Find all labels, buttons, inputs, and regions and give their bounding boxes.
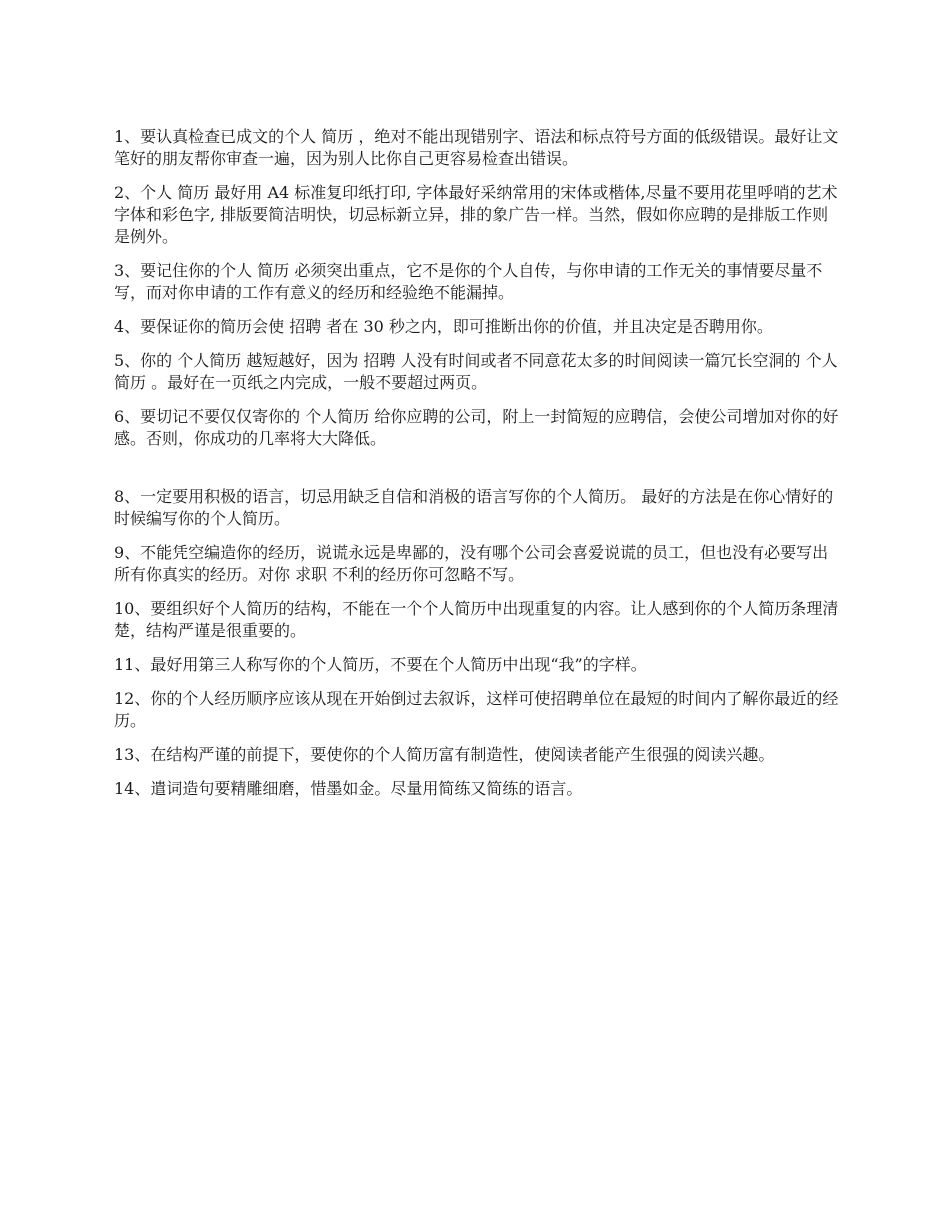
paragraph-9: 9、不能凭空编造你的经历，说谎永远是卑鄙的，没有哪个公司会喜爱说谎的员工，但也没有必要写出所有你真实的经历。对你 求职 不利的经历你可忽略不写。 bbox=[114, 543, 829, 584]
paragraph-12: 12、你的个人经历顺序应该从现在开始倒过去叙诉，这样可使招聘单位在最短的时间内了解你最近的经历。 bbox=[114, 689, 839, 730]
paragraph-6: 6、要切记不要仅仅寄你的 个人简历 给你应聘的公司，附上一封简短的应聘信，会使公司增加对你的好感。否则，你成功的几率将大大降低。 bbox=[114, 407, 839, 448]
document-body bbox=[114, 126, 840, 812]
paragraph-13: 13、在结构严谨的前提下，要使你的个人简历富有制造性，使阅读者能产生很强的阅读兴趣。 bbox=[114, 745, 775, 764]
paragraph-3: 3、要记住你的个人 简历 必须突出重点，它不是你的个人自传，与你申请的工作无关的事情要尽量不写，而对你申请的工作有意义的经历和经验绝不能漏掉。 bbox=[114, 261, 823, 302]
paragraph-4: 4、要保证你的简历会使 招聘 者在 30 秒之内，即可推断出你的价值，并且决定是否聘用你。 bbox=[114, 317, 773, 336]
paragraph-10: 10、要组织好个人简历的结构，不能在一个个人简历中出现重复的内容。让人感到你的个人简历条理清楚，结构严谨是很重要的。 bbox=[114, 599, 839, 640]
paragraph-8: 8、一定要用积极的语言，切忌用缺乏自信和消极的语言写你的个人简历。 最好的方法是在你心情好的时候编写你的个人简历。 bbox=[114, 487, 834, 528]
paragraph-1: 1、要认真检查已成文的个人 简历 ，绝对不能出现错别字、语法和标点符号方面的低级错误。最好让文笔好的朋友帮你审查一遍，因为别人比你自己更容易检查出错误。 bbox=[114, 127, 839, 168]
paragraph-5: 5、你的 个人简历 越短越好，因为 招聘 人没有时间或者不同意花太多的时间阅读一篇冗长空洞的 个人简历 。最好在一页纸之内完成，一般不要超过两页。 bbox=[114, 351, 838, 392]
paragraph-14: 14、遣词造句要精雕细磨，惜墨如金。尽量用简练又简练的语言。 bbox=[114, 779, 583, 798]
paragraph-2: 2、个人 简历 最好用 A4 标准复印纸打印, 字体最好采纳常用的宋体或楷体,尽量不要用花里呼哨的艺术字体和彩色字, 排版要简洁明快，切忌标新立异，排的象广告一样。当然，假如你应聘的是排版工作则是例外。 bbox=[114, 183, 838, 246]
paragraph-11: 11、最好用第三人称写你的个人简历，不要在个人简历中出现“我”的字样。 bbox=[114, 655, 647, 674]
